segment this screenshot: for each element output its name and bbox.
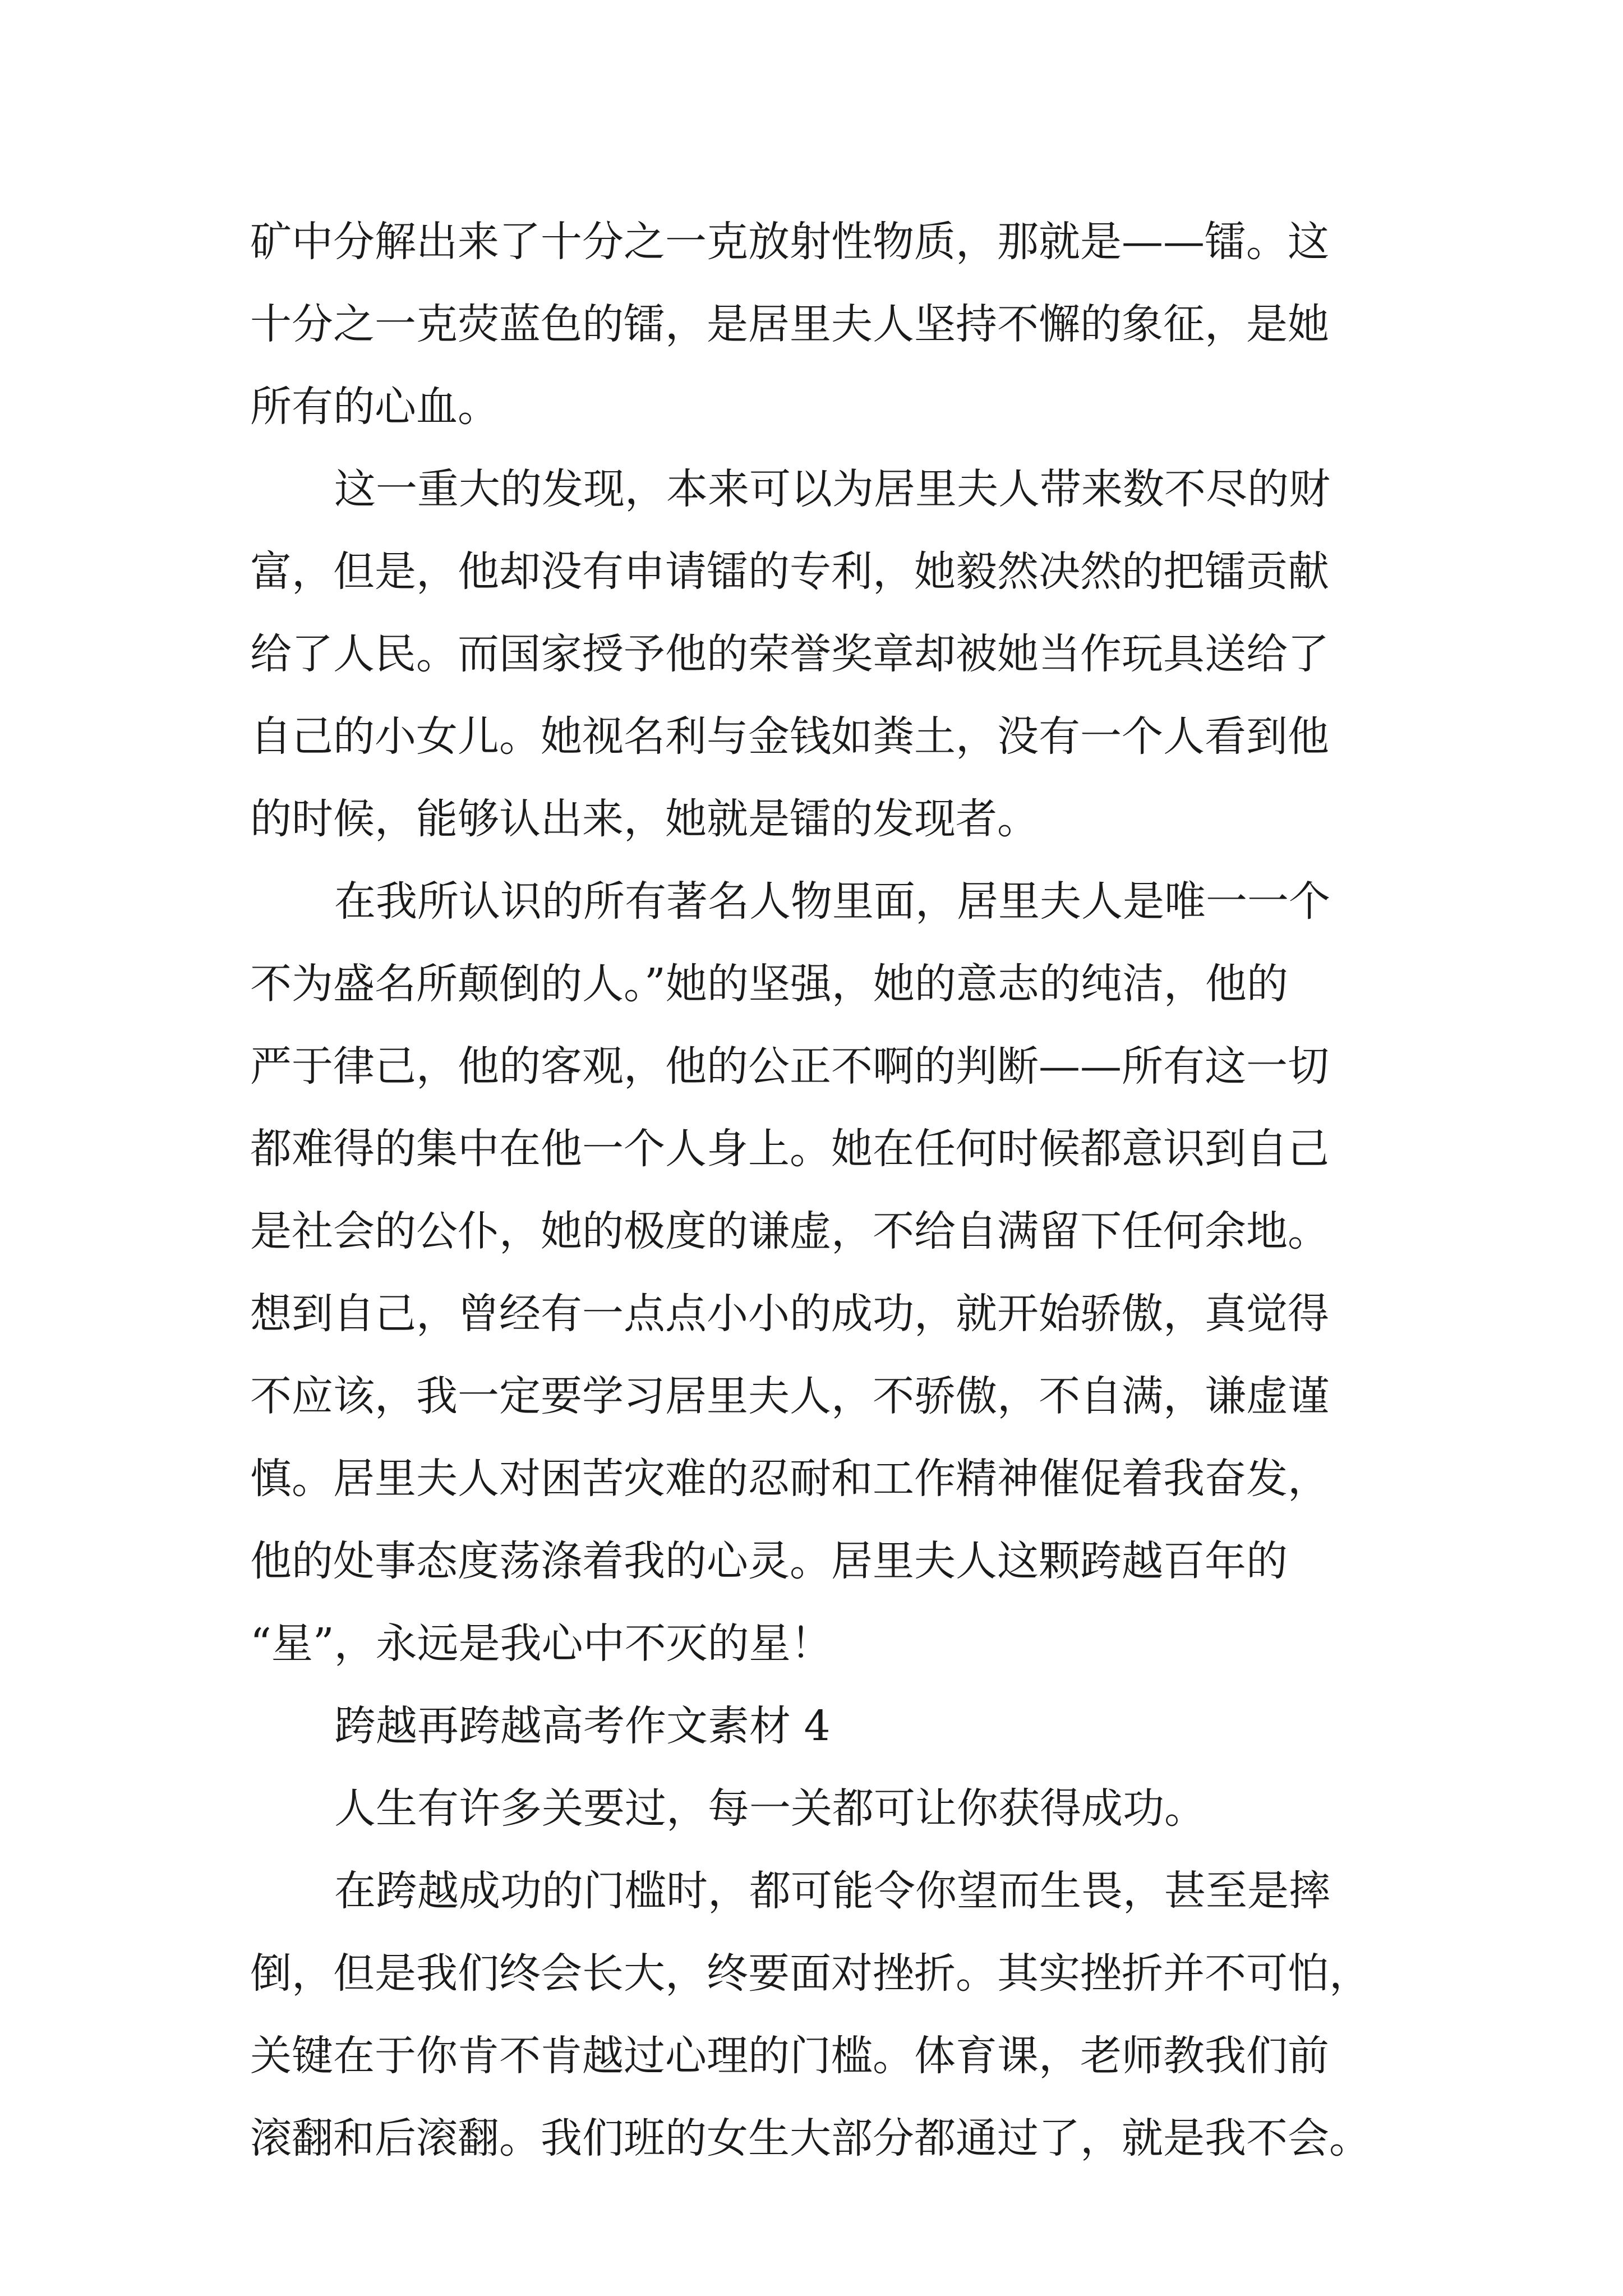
text-line: “星”，永远是我心中不灭的星！ bbox=[250, 1619, 832, 1668]
text-line: 十分之一克荧蓝色的镭，是居里夫人坚持不懈的象征，是她 bbox=[250, 300, 1329, 348]
text-line: 的时候，能够认出来，她就是镭的发现者。 bbox=[250, 795, 1039, 843]
text-line: 慎。居里夫人对困苦灾难的忍耐和工作精神催促着我奋发， bbox=[250, 1455, 1329, 1503]
section-heading: 跨越再跨越高考作文素材 4 bbox=[334, 1702, 831, 1750]
body-text bbox=[250, 201, 1383, 2180]
paragraph-start-line: 在跨越成功的门槛时，都可能令你望而生畏，甚至是摔 bbox=[334, 1867, 1330, 1915]
text-line: 想到自己，曾经有一点点小小的成功，就开始骄傲，真觉得 bbox=[250, 1290, 1329, 1338]
text-line: 自己的小女儿。她视名利与金钱如粪土，没有一个人看到他 bbox=[250, 712, 1329, 761]
text-line: 矿中分解出来了十分之一克放射性物质，那就是——镭。这 bbox=[250, 218, 1329, 266]
text-line: 都难得的集中在他一个人身上。她在任何时候都意识到自己 bbox=[250, 1125, 1329, 1173]
text-line: 给了人民。而国家授予他的荣誉奖章却被她当作玩具送给了 bbox=[250, 630, 1329, 678]
text-line: 富，但是，他却没有申请镭的专利，她毅然决然的把镭贡献 bbox=[250, 547, 1329, 596]
text-line: 严于律己，他的客观，他的公正不啊的判断——所有这一切 bbox=[250, 1042, 1329, 1091]
paragraph-start-line: 在我所认识的所有著名人物里面，居里夫人是唯一一个 bbox=[334, 877, 1330, 926]
text-line: 倒，但是我们终会长大，终要面对挫折。其实挫折并不可怕， bbox=[250, 1949, 1371, 1998]
text-line: 不为盛名所颠倒的人。”她的坚强，她的意志的纯洁，他的 bbox=[250, 960, 1288, 1008]
text-line: 他的处事态度荡涤着我的心灵。居里夫人这颗跨越百年的 bbox=[250, 1537, 1288, 1585]
text-line: 滚翻和后滚翻。我们班的女生大部分都通过了，就是我不会。 bbox=[250, 2114, 1371, 2162]
paragraph-start-line: 人生有许多关要过，每一关都可让你获得成功。 bbox=[334, 1784, 1206, 1833]
paragraph-start-line: 这一重大的发现，本来可以为居里夫人带来数不尽的财 bbox=[334, 465, 1330, 513]
text-line: 所有的心血。 bbox=[250, 383, 499, 431]
text-line: 不应该，我一定要学习居里夫人，不骄傲，不自满，谦虚谨 bbox=[250, 1372, 1329, 1420]
text-line: 关键在于你肯不肯越过心理的门槛。体育课，老师教我们前 bbox=[250, 2032, 1329, 2080]
text-line: 是社会的公仆，她的极度的谦虚，不给自满留下任何余地。 bbox=[250, 1207, 1329, 1255]
